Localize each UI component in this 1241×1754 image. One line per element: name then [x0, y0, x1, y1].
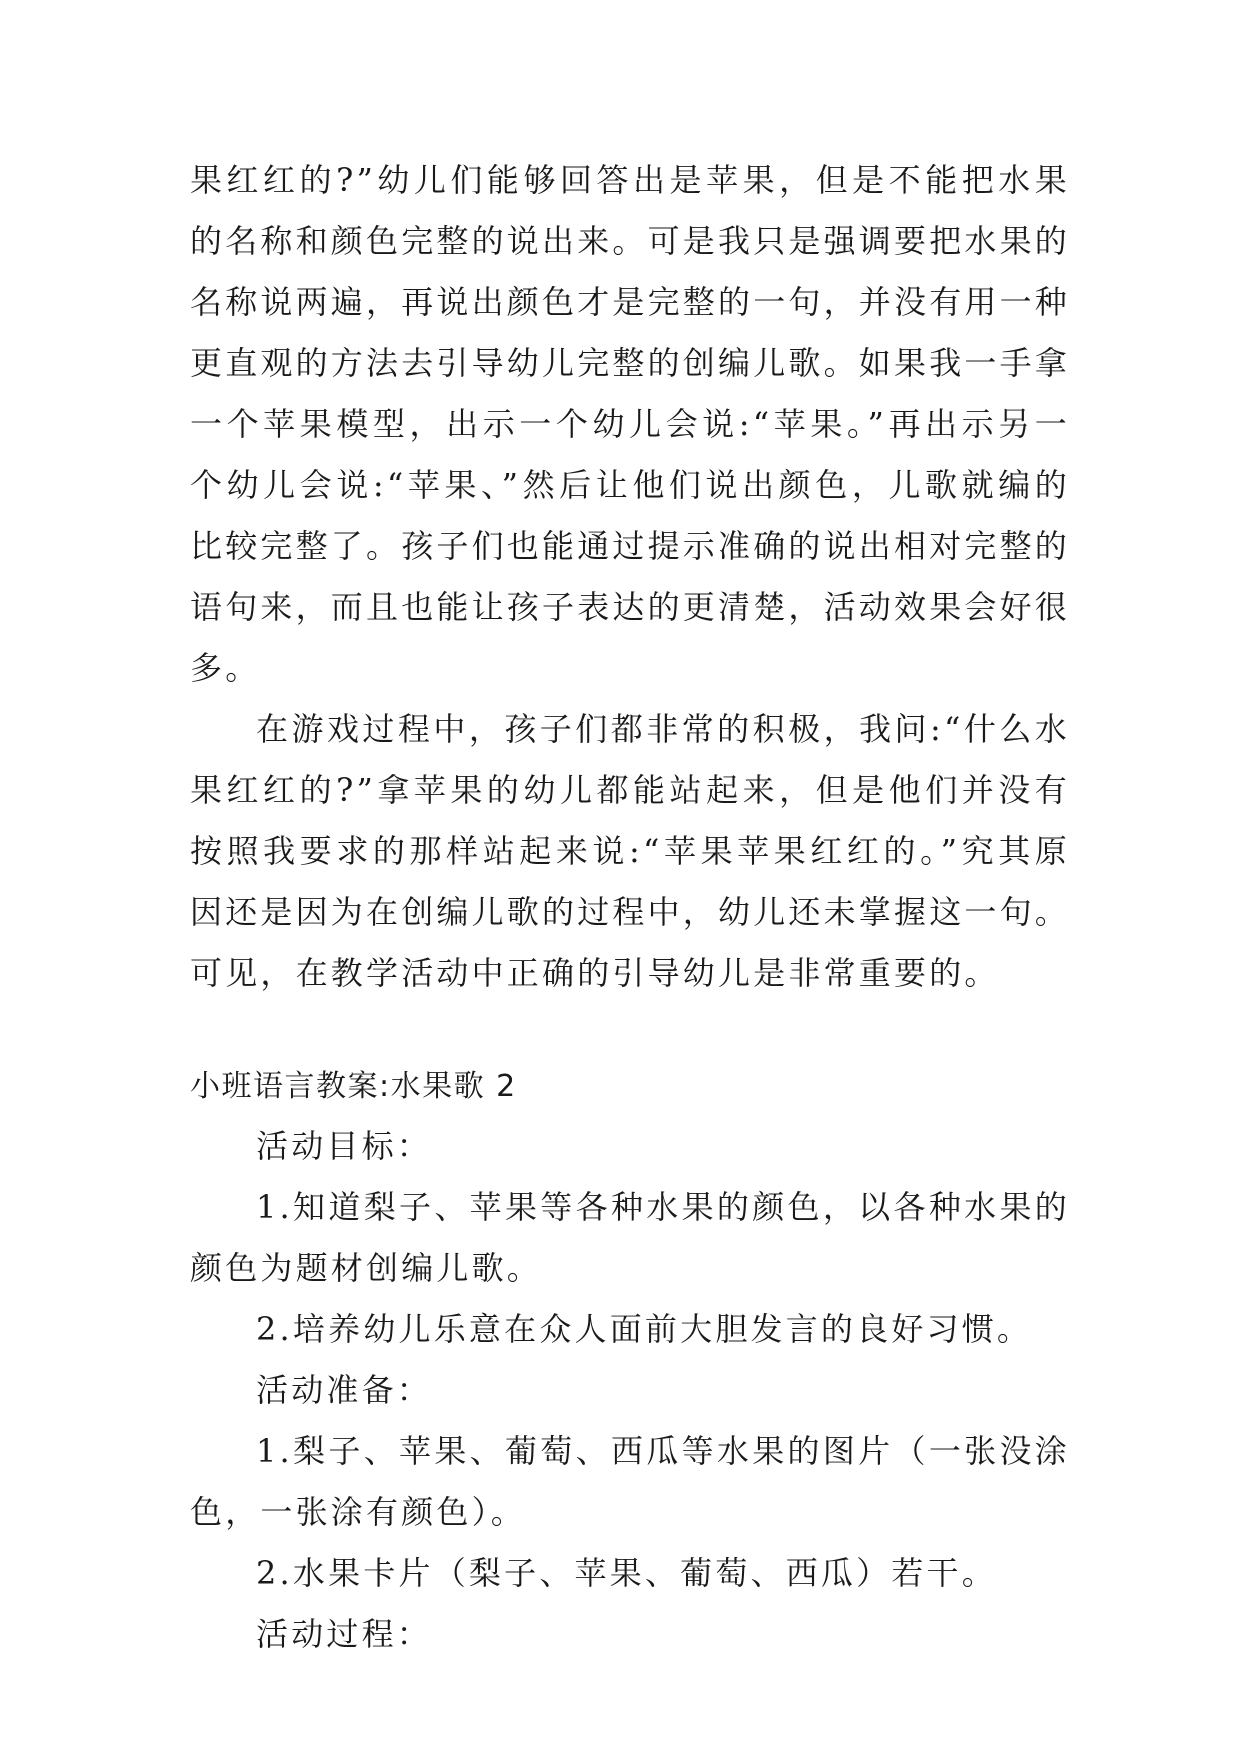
- section-title: 小班语言教案:水果歌 2: [190, 1069, 517, 1104]
- goal-item-1: 1.知道梨子、苹果等各种水果的颜色，以各种水果的颜色为题材创编儿歌。: [190, 1188, 1070, 1287]
- label-activity-process: 活动过程：: [256, 1615, 433, 1653]
- prep-item-2: 2.水果卡片（梨子、苹果、葡萄、西瓜）若干。: [256, 1554, 997, 1592]
- paragraph-reflection-1: 果红红的?”幼儿们能够回答出是苹果，但是不能把水果的名称和颜色完整的说出来。可是我只是强调要把水果的名称说两遍，再说出颜色才是完整的一句，并没有用一种更直观的方法去引导幼儿完整的创编儿歌。如果我一手拿一个苹果模型，出示一个幼儿会说:“苹果。”再出示另一个幼儿会说:“苹果、”然后让他们说出颜色，儿歌就编的比较完整了。孩子们也能通过提示准确的说出相对完整的语句来，而且也能让孩子表达的更清楚，活动效果会好很多。: [190, 161, 1071, 687]
- paragraph-reflection-2: 在游戏过程中，孩子们都非常的积极，我问:“什么水果红红的?”拿苹果的幼儿都能站起来，但是他们并没有按照我要求的那样站起来说:“苹果苹果红红的。”究其原因还是因为在创编儿歌的过程中，幼儿还未掌握这一句。可见，在教学活动中正确的引导幼儿是非常重要的。: [190, 710, 1071, 992]
- document-body: [190, 150, 1070, 1665]
- prep-item-1: 1.梨子、苹果、葡萄、西瓜等水果的图片（一张没涂色，一张涂有颜色）。: [190, 1432, 1070, 1531]
- label-activity-goals: 活动目标：: [256, 1127, 433, 1165]
- goal-item-2: 2.培养幼儿乐意在众人面前大胆发言的良好习惯。: [256, 1310, 1033, 1348]
- label-activity-prep: 活动准备：: [256, 1371, 433, 1409]
